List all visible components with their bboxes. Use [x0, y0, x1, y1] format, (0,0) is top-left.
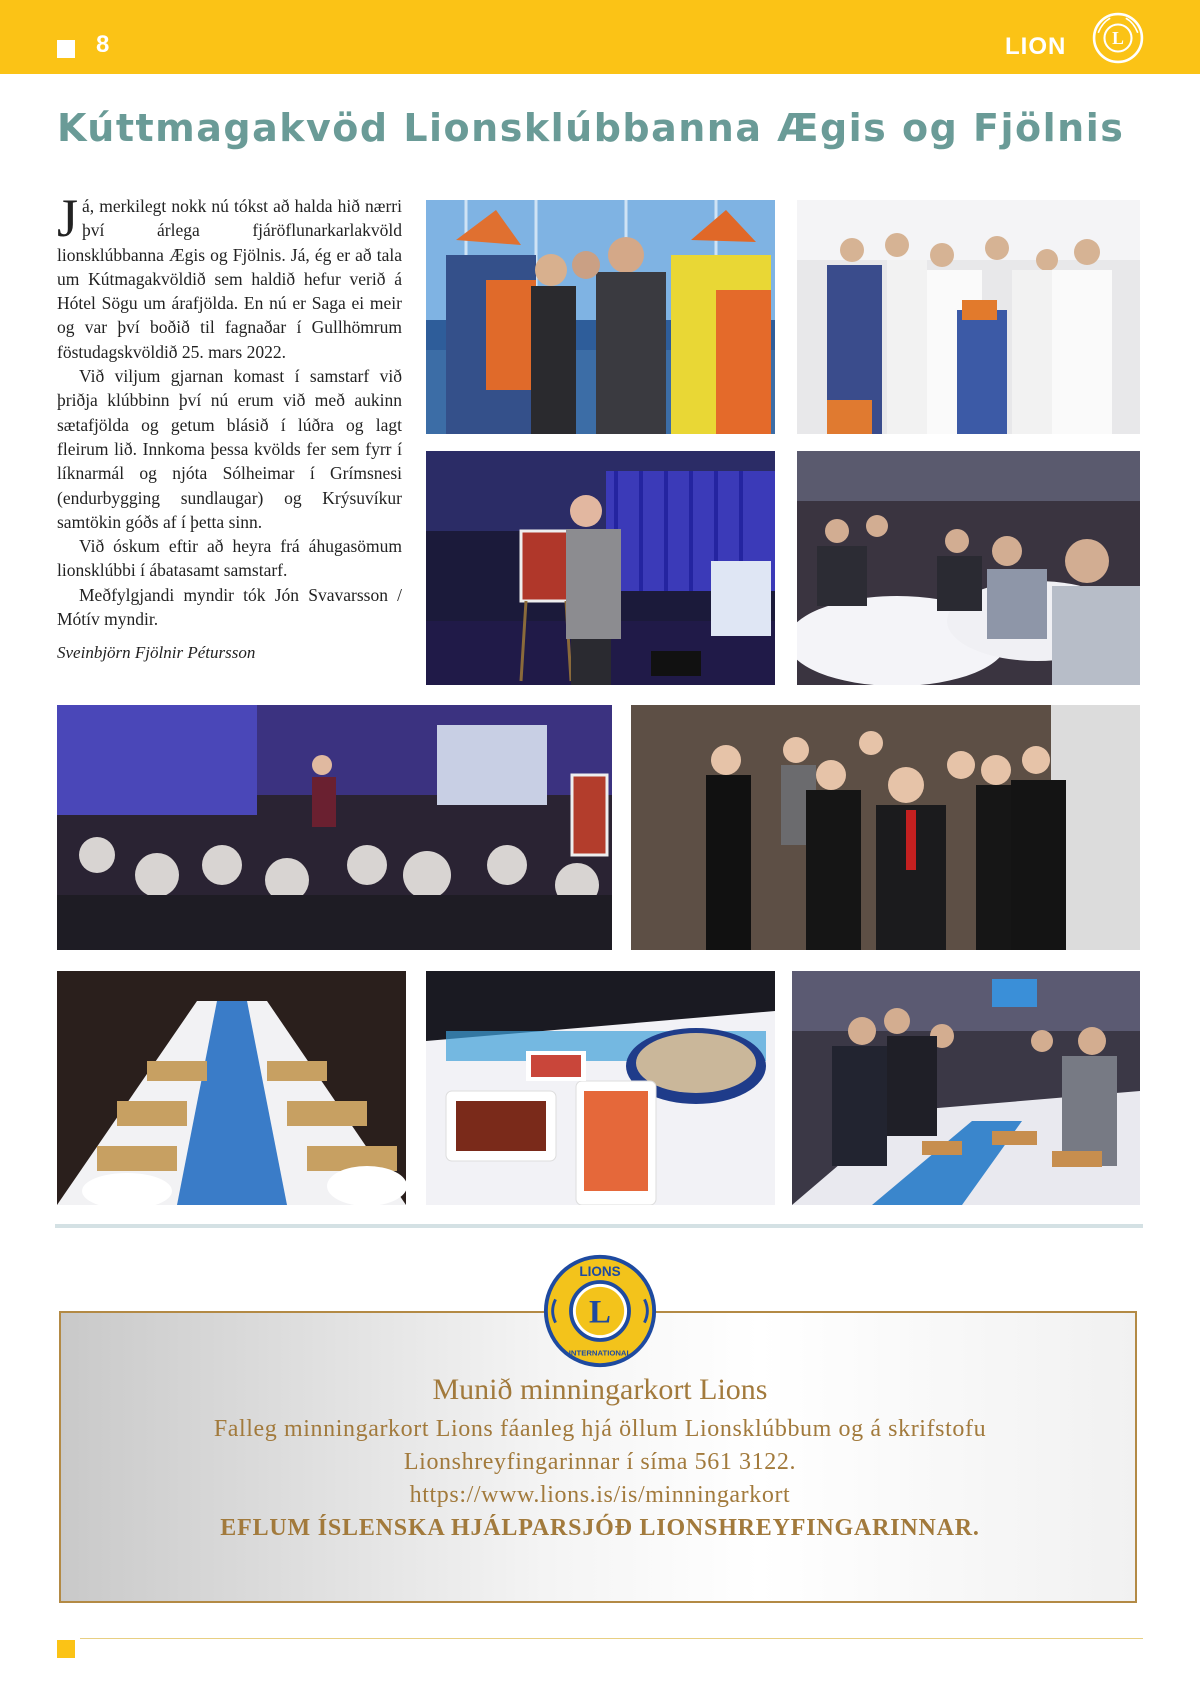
logo-bottom-text: INTERNATIONAL	[568, 1348, 632, 1358]
photo-buffet-guests	[792, 971, 1140, 1205]
article-title: Kúttmagakvöd Lionsklúbbanna Ægis og Fjölnis	[57, 106, 1125, 150]
photo-guests-posing	[631, 705, 1140, 950]
article-paragraph: Við viljum gjarnan komast í samstarf við þriðja klúbbinn því nú erum við með aukinn sætafjölda og getum blásið í lúðra og lagt fleirum lið. Innkoma þessa kvölds fer sem fyrr í líknarmál og njóta Sólheimar í Grímsnesi (endurbygging sundlaugar) og Krýsuvíkur samtökin góðs af í þetta sinn.	[57, 366, 402, 532]
photo-buffet-long-table	[57, 971, 406, 1205]
photo-group-aprons	[797, 200, 1140, 434]
article-paragraph: Meðfylgjandi myndir tók Jón Svavarsson / Mótív myndir.	[57, 584, 402, 630]
notice-url-link[interactable]: https://www.lions.is/is/minningarkort	[409, 1482, 791, 1508]
notice-text-line1: Falleg minningarkort Lions fáanleg hjá öllum Lionsklúbbum og á skrifstofu	[213, 1416, 987, 1442]
magazine-name: LION	[1005, 33, 1067, 60]
lions-international-logo-icon	[542, 1253, 658, 1369]
author-signature: Sveinbjörn Fjölnir Pétursson	[57, 643, 256, 663]
lions-logo-small-icon	[1092, 12, 1144, 64]
photo-fishermen-greeting	[426, 200, 775, 434]
article-paragraph: Við óskum eftir að heyra frá áhugasömum lionsklúbbi í ábatasamt samstarf.	[57, 536, 402, 581]
page-number: 8	[96, 31, 110, 58]
photo-dinner-tables	[797, 451, 1140, 685]
photo-speaker-stage	[426, 451, 775, 685]
photo-seafood-platters	[426, 971, 775, 1205]
footer-marker-square	[57, 1640, 75, 1658]
drop-cap: J	[57, 188, 79, 248]
page-marker-square	[57, 40, 75, 58]
notice-title: Munið minningarkort Lions	[432, 1373, 768, 1406]
logo-top-text: LIONS	[579, 1264, 621, 1280]
article-paragraph: Já, merkilegt nokk nú tókst að halda hið nærri því árlega fjáröflunarkarlakvöld lionsklúbbanna Ægis og Fjölnis. Já, ég er að tala um Kútmagakvöldið sem haldið hefur verið á Hótel Sögu um árafjölda. En nú er Saga ei meir og var því boðið til fagnaðar í Gullhömrum föstudagskvöldið 25. mars 2022.	[57, 188, 402, 362]
section-divider	[55, 1224, 1143, 1228]
notice-slogan: EFLUM ÍSLENSKA HJÁLPARSJÓÐ LIONSHREYFINGARINNAR.	[220, 1515, 980, 1541]
article-body	[57, 188, 402, 666]
notice-text-line2: Lionshreyfingarinnar í síma 561 3122.	[403, 1449, 797, 1475]
photo-dinner-hall	[57, 705, 612, 950]
logo-letter: L	[589, 1294, 611, 1331]
footer-rule	[80, 1638, 1143, 1639]
svg-text:L: L	[1112, 28, 1124, 49]
